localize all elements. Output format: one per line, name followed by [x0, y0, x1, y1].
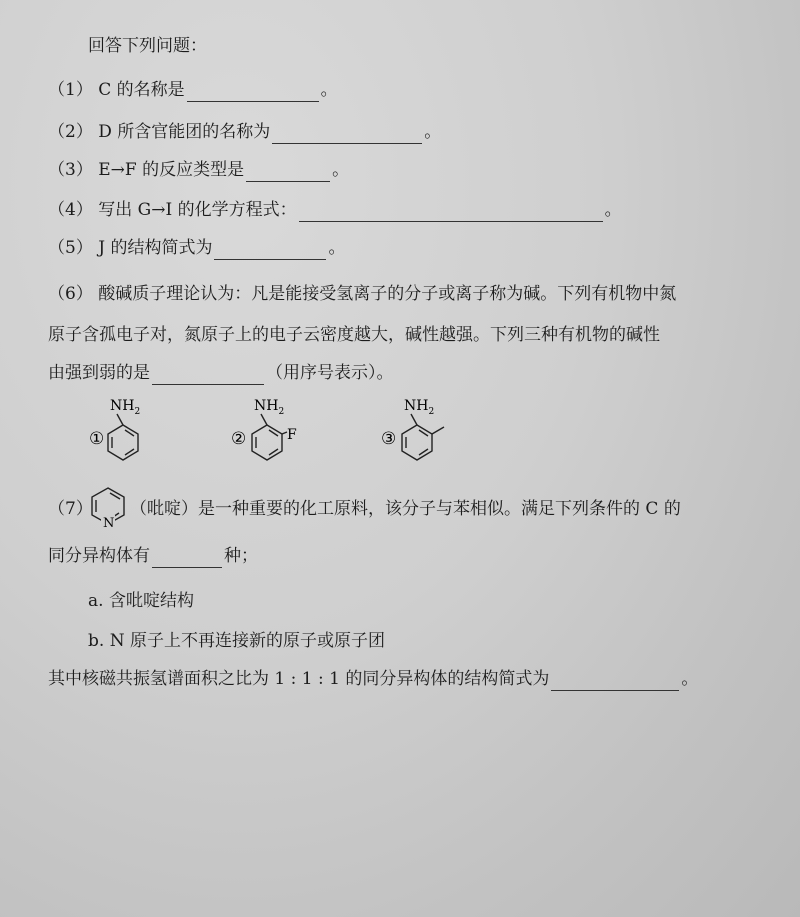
question-6-text: 由强到弱的是	[48, 363, 150, 383]
structure-label-1: ①	[89, 429, 105, 449]
question-7-end: 种；	[224, 546, 258, 566]
question-1-text: （1） C 的名称是	[48, 80, 185, 100]
question-2-end: 。	[424, 122, 442, 142]
question-5-text: （5） J 的结构简式为	[48, 238, 213, 258]
structure-fluoroaniline	[226, 392, 322, 476]
pyridine-nitrogen: N	[103, 516, 115, 530]
question-2	[48, 120, 441, 144]
structure-label-2: ②	[231, 429, 247, 449]
question-7-final-text: 其中核磁共振氢谱面积之比为 1 : 1 : 1 的同分异构体的结构简式为	[48, 669, 550, 689]
question-7-line-1: （吡啶）是一种重要的化工原料，该分子与苯相似。满足下列条件的 C 的	[130, 499, 681, 519]
answer-blank-4[interactable]	[299, 203, 603, 222]
amino-group-2: $NH_2$	[254, 398, 285, 417]
structure-methylaniline	[376, 392, 472, 476]
question-4-text: （4） 写出 G→I 的化学方程式：	[48, 200, 297, 220]
amino-group-3: $NH_2$	[404, 398, 435, 417]
question-4	[48, 198, 622, 222]
condition-a: a. 含吡啶结构	[88, 591, 194, 611]
question-5-end: 。	[328, 238, 346, 258]
question-4-end: 。	[604, 200, 622, 220]
structure-aniline	[84, 392, 164, 476]
question-6-line-1: （6） 酸碱质子理论认为：凡是能接受氢离子的分子或离子称为碱。下列有机物中氮	[48, 284, 677, 304]
question-7-text: 同分异构体有	[48, 546, 150, 566]
answer-blank-1[interactable]	[187, 83, 319, 102]
fluoro-substituent: F	[287, 427, 297, 443]
condition-b: b. N 原子上不再连接新的原子或原子团	[88, 631, 385, 651]
question-7-line-2	[48, 544, 258, 568]
question-7-final-end: 。	[681, 669, 699, 689]
question-5	[48, 236, 345, 260]
structure-label-3: ③	[381, 429, 397, 449]
answer-blank-7[interactable]	[152, 549, 222, 568]
question-6-line-3	[48, 361, 394, 385]
question-6-end: （用序号表示）。	[266, 363, 394, 383]
question-7-number: （7）	[48, 499, 93, 519]
question-3-text: （3） E→F 的反应类型是	[48, 160, 245, 180]
answer-blank-8[interactable]	[551, 672, 679, 691]
answer-blank-6[interactable]	[152, 366, 264, 385]
amino-group-1: $NH_2$	[110, 398, 141, 417]
answer-blank-2[interactable]	[272, 125, 422, 144]
pyridine-structure	[88, 484, 128, 534]
answer-blank-5[interactable]	[214, 241, 326, 260]
answer-blank-3[interactable]	[246, 163, 330, 182]
question-3	[48, 158, 349, 182]
question-3-end: 。	[332, 160, 350, 180]
question-1	[48, 78, 338, 102]
question-7-final	[48, 667, 698, 691]
question-1-end: 。	[320, 80, 338, 100]
question-2-text: （2） D 所含官能团的名称为	[48, 122, 271, 142]
intro-text: 回答下列问题：	[88, 36, 207, 56]
question-6-line-2: 原子含孤电子对，氮原子上的电子云密度越大，碱性越强。下列三种有机物的碱性	[48, 325, 660, 345]
